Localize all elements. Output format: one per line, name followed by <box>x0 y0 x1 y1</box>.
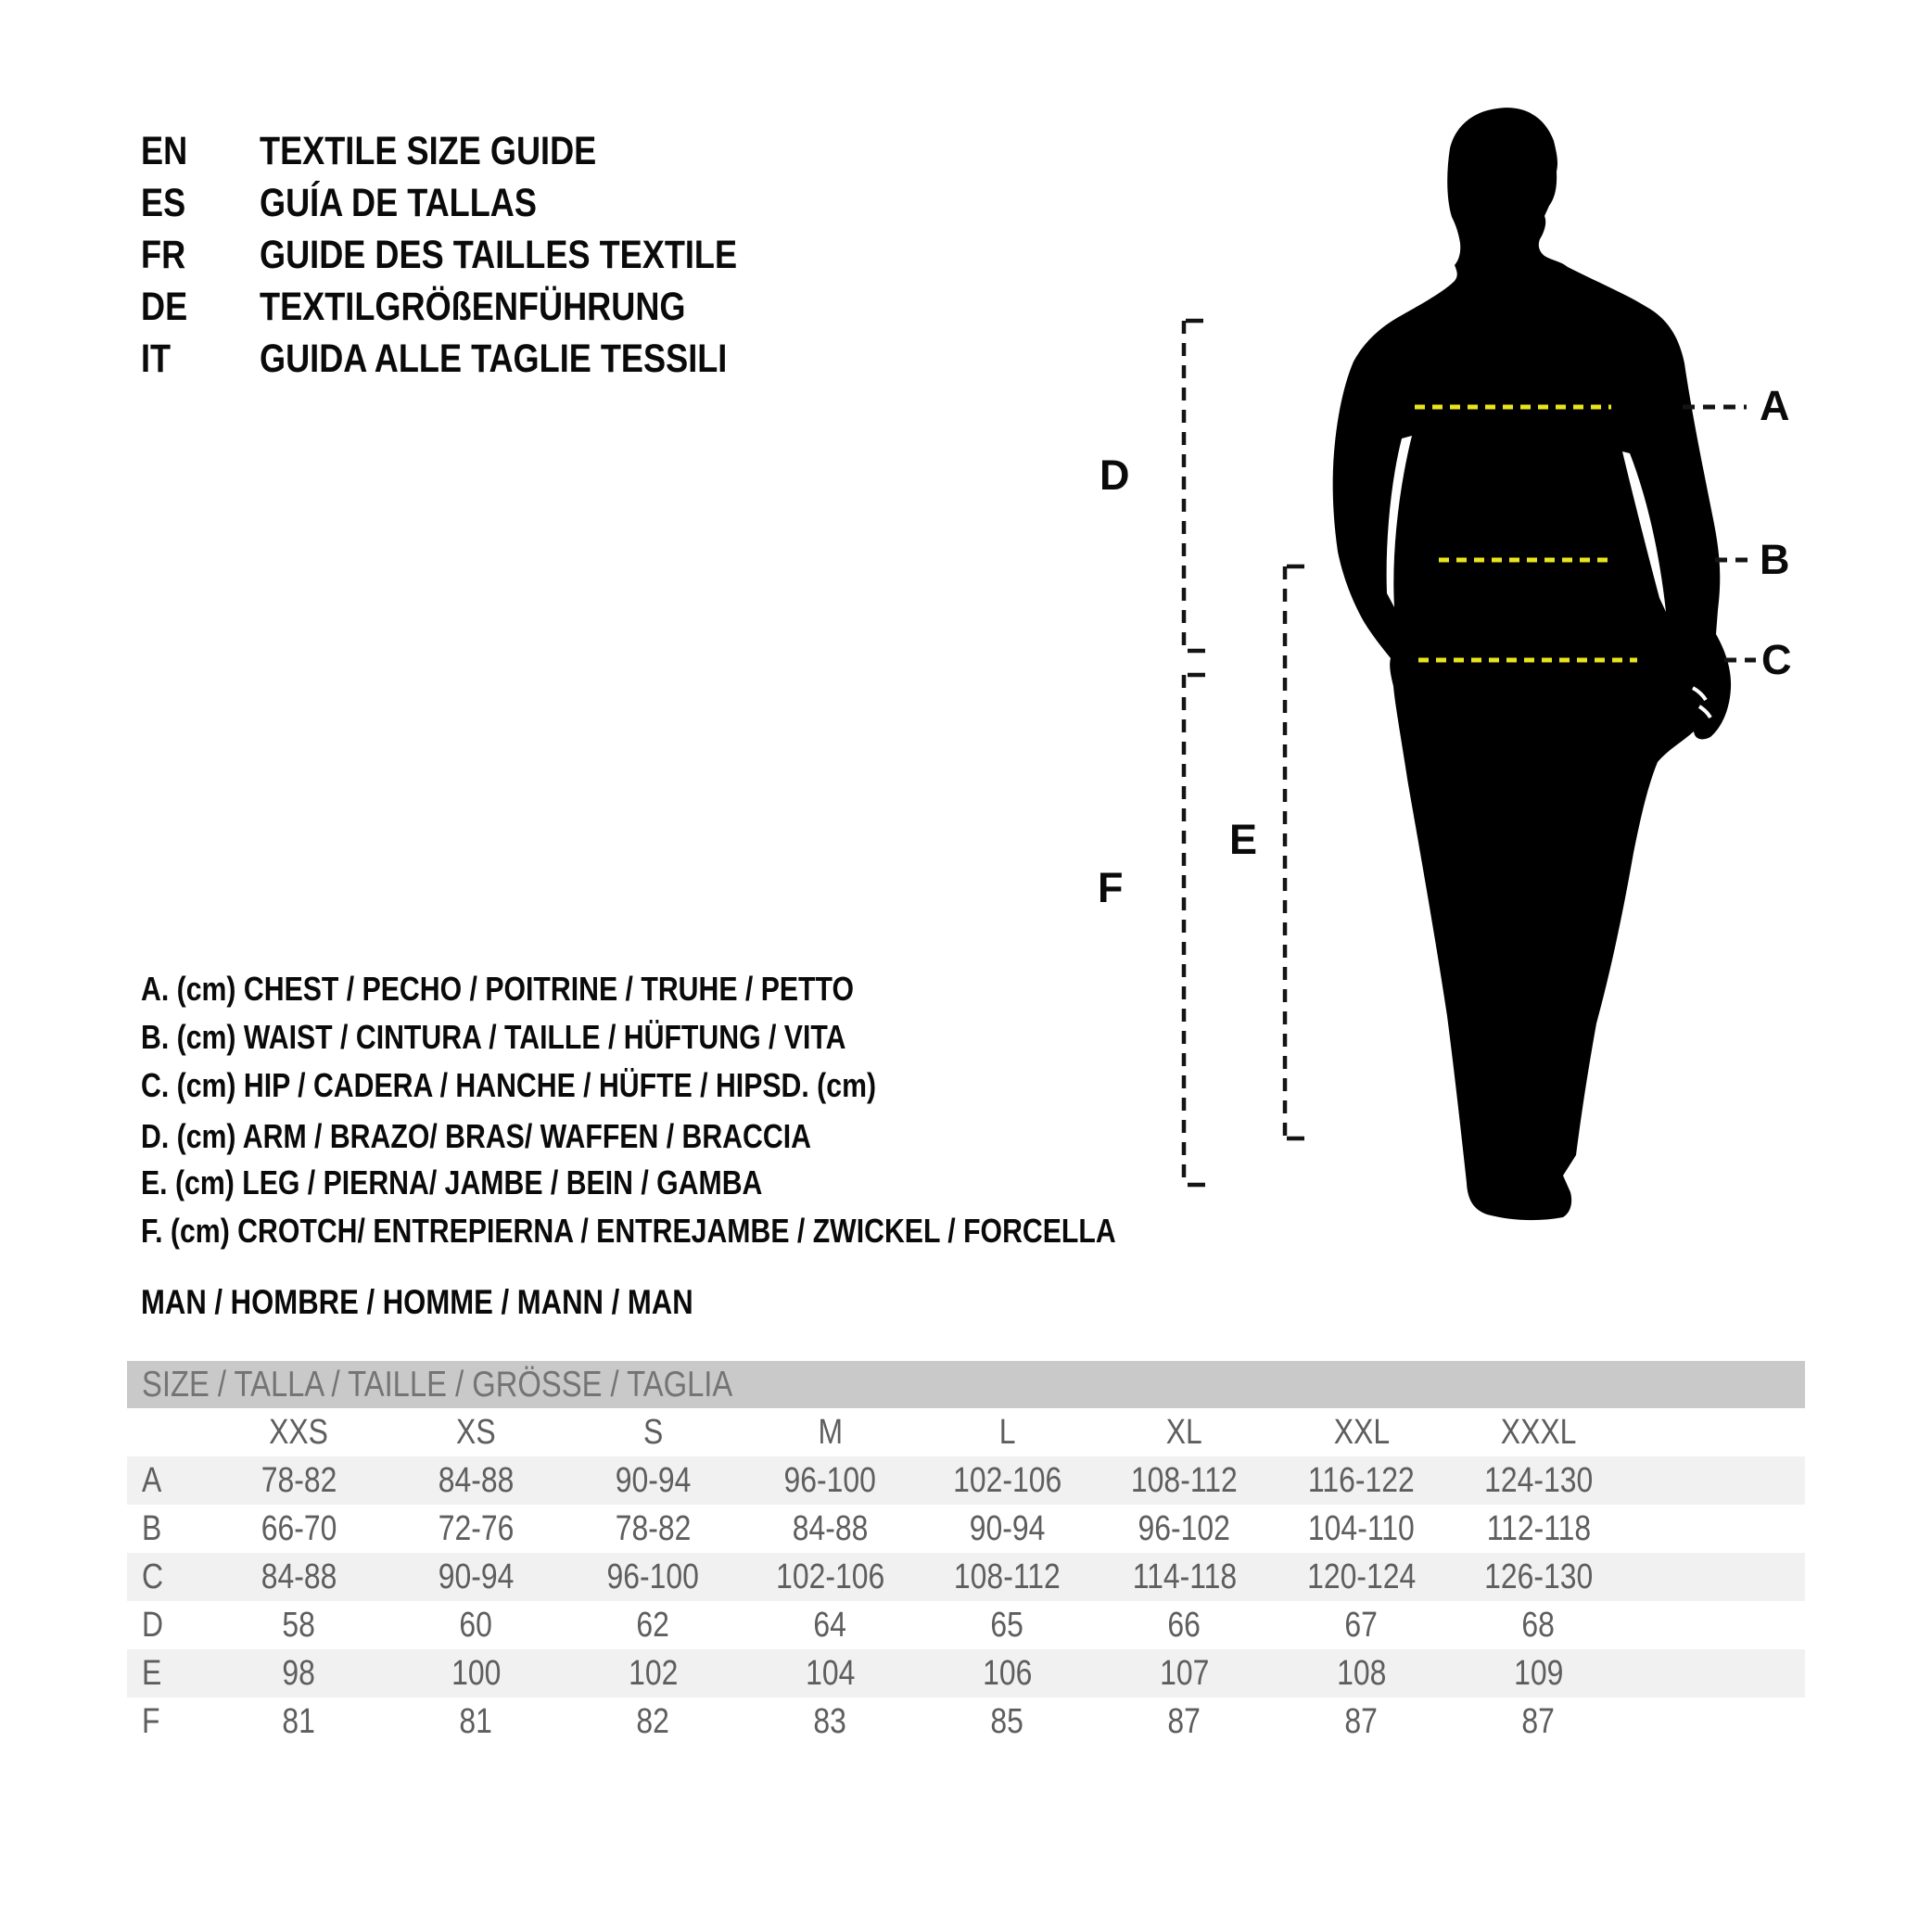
size-column-header: XXXL <box>1500 1412 1577 1452</box>
table-cell: 85 <box>990 1701 1024 1741</box>
table-cell: 62 <box>636 1605 670 1645</box>
table-cell: 83 <box>813 1701 847 1741</box>
category-line: MAN / HOMBRE / HOMME / MANN / MAN <box>141 1283 693 1321</box>
measure-label-waist: B <box>1760 536 1790 583</box>
table-cell: 102 <box>628 1653 679 1693</box>
table-cell: 90-94 <box>438 1557 515 1596</box>
table-cell: 109 <box>1513 1653 1564 1693</box>
table-cell: 66-70 <box>261 1508 337 1548</box>
measurement-description-waist: B. (cm) WAIST / CINTURA / TAILLE / HÜFTUNG / VITA <box>141 1018 846 1056</box>
table-cell: 107 <box>1159 1653 1210 1693</box>
table-cell: 81 <box>459 1701 493 1741</box>
table-cell: 87 <box>1344 1701 1379 1741</box>
table-cell: 90-94 <box>615 1460 692 1500</box>
man-silhouette <box>1333 108 1731 1220</box>
table-row <box>127 1697 1805 1746</box>
size-table <box>127 1361 1805 1746</box>
size-column-header: L <box>998 1412 1016 1452</box>
measure-label-crotch: F <box>1098 864 1124 911</box>
table-cell: 102-106 <box>775 1557 885 1596</box>
table-cell: 82 <box>636 1701 670 1741</box>
measurement-description-crotch: F. (cm) CROTCH/ ENTREPIERNA / ENTREJAMBE / ZWICKEL / FORCELLA <box>141 1212 1116 1250</box>
table-cell: 100 <box>451 1653 502 1693</box>
measurement-description-arm: D. (cm) ARM / BRAZO/ BRAS/ WAFFEN / BRACCIA <box>141 1117 811 1155</box>
table-cell: 102-106 <box>952 1460 1062 1500</box>
measure-label-leg: E <box>1229 816 1258 863</box>
row-label: B <box>142 1508 162 1548</box>
table-cell: 126-130 <box>1483 1557 1594 1596</box>
table-cell: 96-102 <box>1138 1508 1231 1548</box>
table-cell: 65 <box>990 1605 1024 1645</box>
size-column-header: XXL <box>1333 1412 1390 1452</box>
language-code: IT <box>141 337 172 381</box>
table-cell: 108 <box>1336 1653 1387 1693</box>
size-column-header: XXS <box>269 1412 329 1452</box>
table-cell: 67 <box>1344 1605 1379 1645</box>
table-cell: 87 <box>1521 1701 1556 1741</box>
table-cell: 78-82 <box>261 1460 337 1500</box>
measure-label-chest: A <box>1760 382 1790 429</box>
table-cell: 96-100 <box>783 1460 877 1500</box>
language-title: GUÍA DE TALLAS <box>260 181 537 225</box>
row-label: E <box>142 1653 162 1693</box>
table-cell: 104-110 <box>1308 1508 1415 1548</box>
measurement-description-chest: A. (cm) CHEST / PECHO / POITRINE / TRUHE / PETTO <box>141 970 854 1008</box>
language-code: ES <box>141 181 186 225</box>
table-row <box>127 1649 1805 1697</box>
table-cell: 81 <box>282 1701 316 1741</box>
language-title: TEXTILGRÖßENFÜHRUNG <box>260 285 686 329</box>
size-table-header-label: SIZE / TALLA / TAILLE / GRÖSSE / TAGLIA <box>142 1364 733 1405</box>
table-cell: 124-130 <box>1483 1460 1594 1500</box>
table-cell: 58 <box>282 1605 316 1645</box>
size-header-row <box>127 1408 1805 1456</box>
size-column-header: M <box>818 1412 843 1452</box>
table-cell: 112-118 <box>1486 1508 1591 1548</box>
table-row <box>127 1601 1805 1649</box>
size-column-header: S <box>642 1412 664 1452</box>
table-cell: 60 <box>459 1605 493 1645</box>
table-cell: 108-112 <box>1131 1460 1238 1500</box>
row-label: C <box>142 1557 164 1596</box>
table-cell: 114-118 <box>1132 1557 1237 1596</box>
row-label: F <box>142 1701 160 1741</box>
language-title: GUIDE DES TAILLES TEXTILE <box>260 233 738 277</box>
table-row <box>127 1456 1805 1505</box>
language-title: TEXTILE SIZE GUIDE <box>260 129 597 173</box>
language-code: DE <box>141 285 188 329</box>
size-table-body <box>127 1408 1805 1746</box>
table-cell: 78-82 <box>615 1508 692 1548</box>
measurement-description-leg: E. (cm) LEG / PIERNA/ JAMBE / BEIN / GAMBA <box>141 1163 763 1201</box>
language-code: FR <box>141 233 186 277</box>
table-cell: 66 <box>1167 1605 1201 1645</box>
language-code: EN <box>141 129 188 173</box>
table-cell: 120-124 <box>1306 1557 1417 1596</box>
table-cell: 96-100 <box>606 1557 700 1596</box>
measure-label-arm: D <box>1099 451 1130 499</box>
table-cell: 68 <box>1521 1605 1556 1645</box>
table-cell: 84-88 <box>792 1508 869 1548</box>
row-label: A <box>142 1460 162 1500</box>
measure-label-hip: C <box>1761 636 1792 683</box>
row-label <box>127 1413 210 1453</box>
measurement-description-hip: C. (cm) HIP / CADERA / HANCHE / HÜFTE / HIPSD. (cm) <box>141 1066 877 1104</box>
table-cell: 108-112 <box>954 1557 1061 1596</box>
table-row <box>127 1553 1805 1601</box>
table-cell: 72-76 <box>438 1508 515 1548</box>
table-cell: 90-94 <box>969 1508 1046 1548</box>
table-cell: 116-122 <box>1308 1460 1415 1500</box>
table-cell: 106 <box>982 1653 1033 1693</box>
table-cell: 84-88 <box>261 1557 337 1596</box>
size-column-header: XS <box>456 1412 496 1452</box>
table-row <box>127 1505 1805 1553</box>
table-cell: 64 <box>813 1605 847 1645</box>
table-cell: 87 <box>1167 1701 1201 1741</box>
language-title: GUIDA ALLE TAGLIE TESSILI <box>260 337 728 381</box>
size-column-header: XL <box>1165 1412 1203 1452</box>
table-cell: 104 <box>805 1653 856 1693</box>
row-label: D <box>142 1605 164 1645</box>
table-cell: 98 <box>282 1653 316 1693</box>
table-cell: 84-88 <box>438 1460 515 1500</box>
size-table-header-bar <box>127 1361 1805 1408</box>
